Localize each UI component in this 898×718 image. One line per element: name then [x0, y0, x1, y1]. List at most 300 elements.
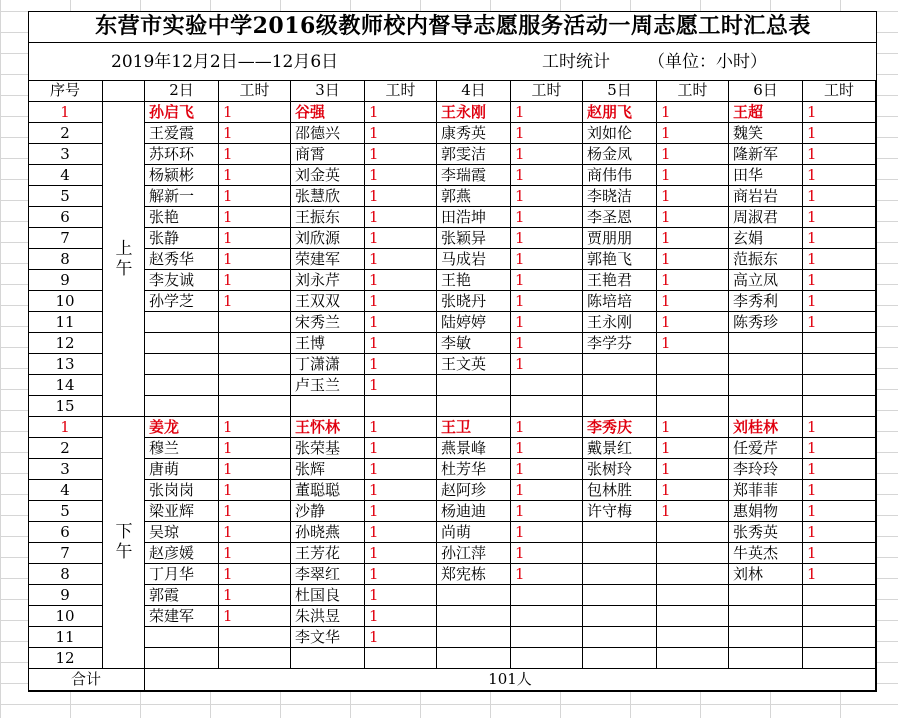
hours-cell[interactable] [219, 627, 291, 648]
hours-cell[interactable]: 1 [511, 291, 583, 312]
name-cell[interactable]: 宋秀兰 [291, 312, 365, 333]
name-cell[interactable]: 玄娟 [729, 228, 803, 249]
name-cell[interactable]: 周淑君 [729, 207, 803, 228]
name-cell[interactable] [583, 522, 657, 543]
name-cell[interactable]: 陆婷婷 [437, 312, 511, 333]
name-cell[interactable]: 丁月华 [145, 564, 219, 585]
seq-cell[interactable]: 14 [28, 375, 103, 396]
hours-cell[interactable]: 1 [219, 501, 291, 522]
name-cell[interactable]: 董聪聪 [291, 480, 365, 501]
hours-cell[interactable]: 1 [657, 123, 729, 144]
hours-cell[interactable]: 1 [657, 207, 729, 228]
hours-cell[interactable]: 1 [219, 480, 291, 501]
name-cell[interactable]: 张晓丹 [437, 291, 511, 312]
name-cell[interactable]: 田浩坤 [437, 207, 511, 228]
name-cell[interactable]: 王艳 [437, 270, 511, 291]
hours-cell[interactable]: 1 [803, 123, 876, 144]
hours-cell[interactable]: 1 [219, 543, 291, 564]
name-cell[interactable]: 隆新军 [729, 144, 803, 165]
hours-cell[interactable] [803, 585, 876, 606]
hours-cell[interactable]: 1 [657, 165, 729, 186]
name-cell[interactable]: 张艳 [145, 207, 219, 228]
name-cell[interactable]: 任爱芹 [729, 438, 803, 459]
name-cell[interactable]: 尚萌 [437, 522, 511, 543]
hours-cell[interactable]: 1 [657, 291, 729, 312]
hours-cell[interactable]: 1 [657, 480, 729, 501]
name-cell[interactable]: 王双双 [291, 291, 365, 312]
name-cell[interactable]: 刘金英 [291, 165, 365, 186]
name-cell[interactable]: 刘林 [729, 564, 803, 585]
name-cell[interactable]: 王振东 [291, 207, 365, 228]
seq-cell[interactable]: 6 [28, 522, 103, 543]
name-cell[interactable]: 张树玲 [583, 459, 657, 480]
name-cell[interactable]: 赵彦媛 [145, 543, 219, 564]
name-cell[interactable] [437, 606, 511, 627]
name-cell[interactable]: 赵朋飞 [583, 102, 657, 123]
hours-cell[interactable]: 1 [365, 459, 437, 480]
name-cell[interactable]: 戴景红 [583, 438, 657, 459]
header-hours[interactable]: 工时 [803, 81, 876, 102]
seq-cell[interactable]: 9 [28, 270, 103, 291]
header-hours[interactable]: 工时 [365, 81, 437, 102]
name-cell[interactable]: 惠娟物 [729, 501, 803, 522]
hours-cell[interactable] [219, 648, 291, 669]
seq-cell[interactable]: 11 [28, 627, 103, 648]
hours-cell[interactable] [803, 627, 876, 648]
hours-cell[interactable]: 1 [365, 333, 437, 354]
name-cell[interactable] [729, 396, 803, 417]
hours-cell[interactable] [657, 627, 729, 648]
name-cell[interactable]: 燕景峰 [437, 438, 511, 459]
hours-cell[interactable]: 1 [365, 543, 437, 564]
seq-cell[interactable]: 5 [28, 186, 103, 207]
hours-cell[interactable]: 1 [365, 375, 437, 396]
name-cell[interactable]: 荣建军 [291, 249, 365, 270]
hours-cell[interactable] [657, 543, 729, 564]
name-cell[interactable]: 王永刚 [437, 102, 511, 123]
hours-cell[interactable]: 1 [803, 102, 876, 123]
header-hours[interactable]: 工时 [657, 81, 729, 102]
hours-cell[interactable] [657, 564, 729, 585]
name-cell[interactable] [583, 375, 657, 396]
seq-cell[interactable]: 15 [28, 396, 103, 417]
name-cell[interactable]: 范振东 [729, 249, 803, 270]
hours-cell[interactable]: 1 [803, 438, 876, 459]
name-cell[interactable]: 刘如伦 [583, 123, 657, 144]
seq-cell[interactable]: 1 [28, 417, 103, 438]
hours-cell[interactable]: 1 [219, 564, 291, 585]
name-cell[interactable] [145, 375, 219, 396]
hours-cell[interactable] [511, 585, 583, 606]
name-cell[interactable]: 包林胜 [583, 480, 657, 501]
name-cell[interactable]: 张静 [145, 228, 219, 249]
hours-cell[interactable]: 1 [657, 333, 729, 354]
hours-cell[interactable]: 1 [219, 606, 291, 627]
name-cell[interactable]: 高立凤 [729, 270, 803, 291]
name-cell[interactable] [145, 354, 219, 375]
hours-cell[interactable]: 1 [511, 501, 583, 522]
hours-cell[interactable]: 1 [219, 249, 291, 270]
name-cell[interactable]: 陈培培 [583, 291, 657, 312]
seq-cell[interactable]: 10 [28, 606, 103, 627]
hours-cell[interactable]: 1 [657, 312, 729, 333]
hours-cell[interactable]: 1 [511, 333, 583, 354]
name-cell[interactable]: 贾朋朋 [583, 228, 657, 249]
seq-cell[interactable]: 4 [28, 480, 103, 501]
name-cell[interactable]: 刘欣源 [291, 228, 365, 249]
header-seq[interactable]: 序号 [28, 81, 103, 102]
hours-cell[interactable]: 1 [365, 165, 437, 186]
hours-cell[interactable]: 1 [365, 627, 437, 648]
name-cell[interactable]: 王爱霞 [145, 123, 219, 144]
hours-cell[interactable] [803, 375, 876, 396]
name-cell[interactable] [291, 648, 365, 669]
name-cell[interactable]: 王永刚 [583, 312, 657, 333]
hours-cell[interactable]: 1 [803, 459, 876, 480]
hours-cell[interactable]: 1 [219, 165, 291, 186]
hours-cell[interactable]: 1 [511, 354, 583, 375]
hours-cell[interactable]: 1 [219, 459, 291, 480]
name-cell[interactable]: 王卫 [437, 417, 511, 438]
seq-cell[interactable]: 2 [28, 438, 103, 459]
name-cell[interactable] [729, 648, 803, 669]
name-cell[interactable]: 商岩岩 [729, 186, 803, 207]
hours-cell[interactable] [365, 396, 437, 417]
name-cell[interactable]: 王艳君 [583, 270, 657, 291]
name-cell[interactable] [437, 648, 511, 669]
hours-cell[interactable]: 1 [511, 165, 583, 186]
hours-cell[interactable]: 1 [365, 102, 437, 123]
name-cell[interactable]: 王芳花 [291, 543, 365, 564]
hours-cell[interactable] [511, 375, 583, 396]
name-cell[interactable]: 荣建军 [145, 606, 219, 627]
name-cell[interactable]: 穆兰 [145, 438, 219, 459]
name-cell[interactable]: 邵德兴 [291, 123, 365, 144]
name-cell[interactable]: 李玲玲 [729, 459, 803, 480]
hours-cell[interactable]: 1 [511, 564, 583, 585]
seq-cell[interactable]: 9 [28, 585, 103, 606]
name-cell[interactable] [145, 312, 219, 333]
name-cell[interactable] [729, 333, 803, 354]
header-day[interactable]: 3日 [291, 81, 365, 102]
name-cell[interactable]: 吴琼 [145, 522, 219, 543]
hours-cell[interactable]: 1 [657, 459, 729, 480]
name-cell[interactable] [437, 627, 511, 648]
hours-cell[interactable]: 1 [803, 312, 876, 333]
hours-cell[interactable] [511, 606, 583, 627]
total-label[interactable]: 合计 [28, 669, 145, 691]
name-cell[interactable]: 丁潇潇 [291, 354, 365, 375]
name-cell[interactable]: 解新一 [145, 186, 219, 207]
name-cell[interactable] [145, 333, 219, 354]
name-cell[interactable] [437, 375, 511, 396]
seq-cell[interactable]: 3 [28, 459, 103, 480]
name-cell[interactable]: 田华 [729, 165, 803, 186]
name-cell[interactable]: 李文华 [291, 627, 365, 648]
hours-cell[interactable]: 1 [511, 228, 583, 249]
hours-cell[interactable] [219, 354, 291, 375]
hours-cell[interactable]: 1 [511, 144, 583, 165]
name-cell[interactable]: 杜国良 [291, 585, 365, 606]
hours-cell[interactable]: 1 [365, 354, 437, 375]
name-cell[interactable] [583, 585, 657, 606]
name-cell[interactable]: 李敏 [437, 333, 511, 354]
hours-cell[interactable]: 1 [511, 543, 583, 564]
name-cell[interactable] [729, 606, 803, 627]
name-cell[interactable]: 孙学芝 [145, 291, 219, 312]
name-cell[interactable]: 王超 [729, 102, 803, 123]
name-cell[interactable]: 杨颍彬 [145, 165, 219, 186]
seq-cell[interactable]: 11 [28, 312, 103, 333]
hours-cell[interactable] [511, 648, 583, 669]
name-cell[interactable] [583, 606, 657, 627]
name-cell[interactable]: 许守梅 [583, 501, 657, 522]
name-cell[interactable]: 王怀林 [291, 417, 365, 438]
name-cell[interactable] [729, 585, 803, 606]
header-day[interactable]: 4日 [437, 81, 511, 102]
hours-cell[interactable]: 1 [657, 417, 729, 438]
hours-cell[interactable]: 1 [365, 312, 437, 333]
name-cell[interactable]: 李圣恩 [583, 207, 657, 228]
name-cell[interactable]: 卢玉兰 [291, 375, 365, 396]
hours-cell[interactable] [657, 648, 729, 669]
name-cell[interactable]: 郑宪栋 [437, 564, 511, 585]
hours-cell[interactable]: 1 [365, 207, 437, 228]
hours-cell[interactable] [365, 648, 437, 669]
name-cell[interactable]: 赵阿珍 [437, 480, 511, 501]
hours-cell[interactable]: 1 [511, 207, 583, 228]
hours-cell[interactable]: 1 [365, 606, 437, 627]
seq-cell[interactable]: 3 [28, 144, 103, 165]
hours-cell[interactable]: 1 [511, 102, 583, 123]
header-hours[interactable]: 工时 [511, 81, 583, 102]
hours-cell[interactable]: 1 [803, 165, 876, 186]
hours-cell[interactable]: 1 [803, 207, 876, 228]
name-cell[interactable] [291, 396, 365, 417]
hours-cell[interactable] [219, 312, 291, 333]
hours-cell[interactable]: 1 [511, 459, 583, 480]
name-cell[interactable]: 郑菲菲 [729, 480, 803, 501]
name-cell[interactable] [583, 627, 657, 648]
hours-cell[interactable]: 1 [219, 291, 291, 312]
hours-cell[interactable] [657, 606, 729, 627]
hours-cell[interactable]: 1 [365, 585, 437, 606]
name-cell[interactable] [583, 648, 657, 669]
name-cell[interactable]: 李友诚 [145, 270, 219, 291]
hours-cell[interactable]: 1 [511, 249, 583, 270]
name-cell[interactable]: 沙静 [291, 501, 365, 522]
name-cell[interactable]: 张秀英 [729, 522, 803, 543]
hours-cell[interactable]: 1 [657, 249, 729, 270]
header-day[interactable]: 5日 [583, 81, 657, 102]
hours-cell[interactable] [803, 354, 876, 375]
hours-cell[interactable]: 1 [657, 228, 729, 249]
hours-cell[interactable] [219, 396, 291, 417]
name-cell[interactable]: 王博 [291, 333, 365, 354]
hours-cell[interactable]: 1 [803, 501, 876, 522]
total-value[interactable]: 101人 [145, 669, 876, 691]
name-cell[interactable]: 谷强 [291, 102, 365, 123]
name-cell[interactable]: 郭雯洁 [437, 144, 511, 165]
name-cell[interactable]: 李瑞霞 [437, 165, 511, 186]
seq-cell[interactable]: 13 [28, 354, 103, 375]
hours-cell[interactable]: 1 [219, 186, 291, 207]
hours-cell[interactable]: 1 [219, 522, 291, 543]
hours-cell[interactable] [657, 522, 729, 543]
header-hours[interactable]: 工时 [219, 81, 291, 102]
header-period[interactable] [103, 81, 145, 102]
seq-cell[interactable]: 7 [28, 228, 103, 249]
hours-cell[interactable]: 1 [657, 438, 729, 459]
hours-cell[interactable] [803, 396, 876, 417]
header-day[interactable]: 6日 [729, 81, 803, 102]
hours-cell[interactable]: 1 [803, 543, 876, 564]
name-cell[interactable]: 李学芬 [583, 333, 657, 354]
hours-cell[interactable]: 1 [219, 417, 291, 438]
name-cell[interactable] [437, 396, 511, 417]
hours-cell[interactable] [219, 375, 291, 396]
hours-cell[interactable]: 1 [365, 417, 437, 438]
name-cell[interactable] [729, 627, 803, 648]
name-cell[interactable]: 刘桂林 [729, 417, 803, 438]
hours-cell[interactable]: 1 [219, 438, 291, 459]
name-cell[interactable] [729, 354, 803, 375]
hours-cell[interactable]: 1 [803, 249, 876, 270]
name-cell[interactable]: 张荣基 [291, 438, 365, 459]
header-day[interactable]: 2日 [145, 81, 219, 102]
hours-cell[interactable]: 1 [365, 144, 437, 165]
seq-cell[interactable]: 8 [28, 249, 103, 270]
hours-cell[interactable] [511, 396, 583, 417]
hours-cell[interactable]: 1 [657, 102, 729, 123]
name-cell[interactable]: 郭燕 [437, 186, 511, 207]
name-cell[interactable] [437, 585, 511, 606]
hours-cell[interactable]: 1 [511, 417, 583, 438]
name-cell[interactable]: 刘永芹 [291, 270, 365, 291]
hours-cell[interactable]: 1 [219, 207, 291, 228]
hours-cell[interactable]: 1 [803, 480, 876, 501]
hours-cell[interactable]: 1 [803, 522, 876, 543]
hours-cell[interactable]: 1 [511, 522, 583, 543]
hours-cell[interactable]: 1 [219, 270, 291, 291]
name-cell[interactable]: 张颖异 [437, 228, 511, 249]
seq-cell[interactable]: 8 [28, 564, 103, 585]
hours-cell[interactable]: 1 [365, 522, 437, 543]
hours-cell[interactable] [803, 648, 876, 669]
seq-cell[interactable]: 7 [28, 543, 103, 564]
seq-cell[interactable]: 1 [28, 102, 103, 123]
hours-cell[interactable]: 1 [365, 270, 437, 291]
hours-cell[interactable]: 1 [657, 270, 729, 291]
name-cell[interactable]: 梁亚辉 [145, 501, 219, 522]
name-cell[interactable] [145, 648, 219, 669]
hours-cell[interactable]: 1 [803, 270, 876, 291]
hours-cell[interactable]: 1 [365, 438, 437, 459]
name-cell[interactable]: 李秀利 [729, 291, 803, 312]
hours-cell[interactable]: 1 [219, 102, 291, 123]
seq-cell[interactable]: 5 [28, 501, 103, 522]
hours-cell[interactable]: 1 [511, 438, 583, 459]
hours-cell[interactable]: 1 [803, 564, 876, 585]
name-cell[interactable]: 商伟伟 [583, 165, 657, 186]
hours-cell[interactable] [657, 354, 729, 375]
name-cell[interactable]: 赵秀华 [145, 249, 219, 270]
seq-cell[interactable]: 2 [28, 123, 103, 144]
name-cell[interactable]: 孙江萍 [437, 543, 511, 564]
hours-cell[interactable]: 1 [511, 186, 583, 207]
name-cell[interactable]: 唐萌 [145, 459, 219, 480]
name-cell[interactable]: 郭霞 [145, 585, 219, 606]
hours-cell[interactable]: 1 [365, 123, 437, 144]
name-cell[interactable]: 牛英杰 [729, 543, 803, 564]
name-cell[interactable]: 张辉 [291, 459, 365, 480]
name-cell[interactable]: 苏环环 [145, 144, 219, 165]
seq-cell[interactable]: 12 [28, 648, 103, 669]
seq-cell[interactable]: 10 [28, 291, 103, 312]
hours-cell[interactable]: 1 [803, 417, 876, 438]
hours-cell[interactable]: 1 [511, 480, 583, 501]
name-cell[interactable] [583, 354, 657, 375]
hours-cell[interactable] [803, 606, 876, 627]
hours-cell[interactable] [511, 627, 583, 648]
name-cell[interactable]: 孙晓燕 [291, 522, 365, 543]
hours-cell[interactable]: 1 [219, 228, 291, 249]
hours-cell[interactable]: 1 [803, 228, 876, 249]
name-cell[interactable]: 李晓洁 [583, 186, 657, 207]
hours-cell[interactable]: 1 [219, 144, 291, 165]
hours-cell[interactable]: 1 [657, 186, 729, 207]
hours-cell[interactable]: 1 [803, 291, 876, 312]
name-cell[interactable]: 杜芳华 [437, 459, 511, 480]
name-cell[interactable]: 王文英 [437, 354, 511, 375]
name-cell[interactable] [583, 543, 657, 564]
name-cell[interactable]: 康秀英 [437, 123, 511, 144]
hours-cell[interactable]: 1 [365, 501, 437, 522]
name-cell[interactable]: 魏笑 [729, 123, 803, 144]
hours-cell[interactable]: 1 [365, 228, 437, 249]
hours-cell[interactable]: 1 [219, 585, 291, 606]
hours-cell[interactable]: 1 [219, 123, 291, 144]
name-cell[interactable]: 姜龙 [145, 417, 219, 438]
name-cell[interactable]: 马成岩 [437, 249, 511, 270]
name-cell[interactable] [583, 396, 657, 417]
name-cell[interactable]: 孙启飞 [145, 102, 219, 123]
seq-cell[interactable]: 12 [28, 333, 103, 354]
hours-cell[interactable]: 1 [365, 249, 437, 270]
hours-cell[interactable]: 1 [657, 501, 729, 522]
name-cell[interactable]: 商霄 [291, 144, 365, 165]
name-cell[interactable]: 杨金凤 [583, 144, 657, 165]
name-cell[interactable]: 张岗岗 [145, 480, 219, 501]
hours-cell[interactable]: 1 [657, 144, 729, 165]
name-cell[interactable]: 郭艳飞 [583, 249, 657, 270]
hours-cell[interactable]: 1 [365, 564, 437, 585]
hours-cell[interactable]: 1 [365, 291, 437, 312]
hours-cell[interactable] [657, 375, 729, 396]
name-cell[interactable]: 杨迪迪 [437, 501, 511, 522]
hours-cell[interactable] [657, 585, 729, 606]
hours-cell[interactable] [803, 333, 876, 354]
hours-cell[interactable] [219, 333, 291, 354]
name-cell[interactable] [145, 627, 219, 648]
hours-cell[interactable]: 1 [365, 186, 437, 207]
name-cell[interactable] [729, 375, 803, 396]
hours-cell[interactable]: 1 [365, 480, 437, 501]
seq-cell[interactable]: 6 [28, 207, 103, 228]
name-cell[interactable] [583, 564, 657, 585]
hours-cell[interactable]: 1 [803, 144, 876, 165]
hours-cell[interactable]: 1 [803, 186, 876, 207]
